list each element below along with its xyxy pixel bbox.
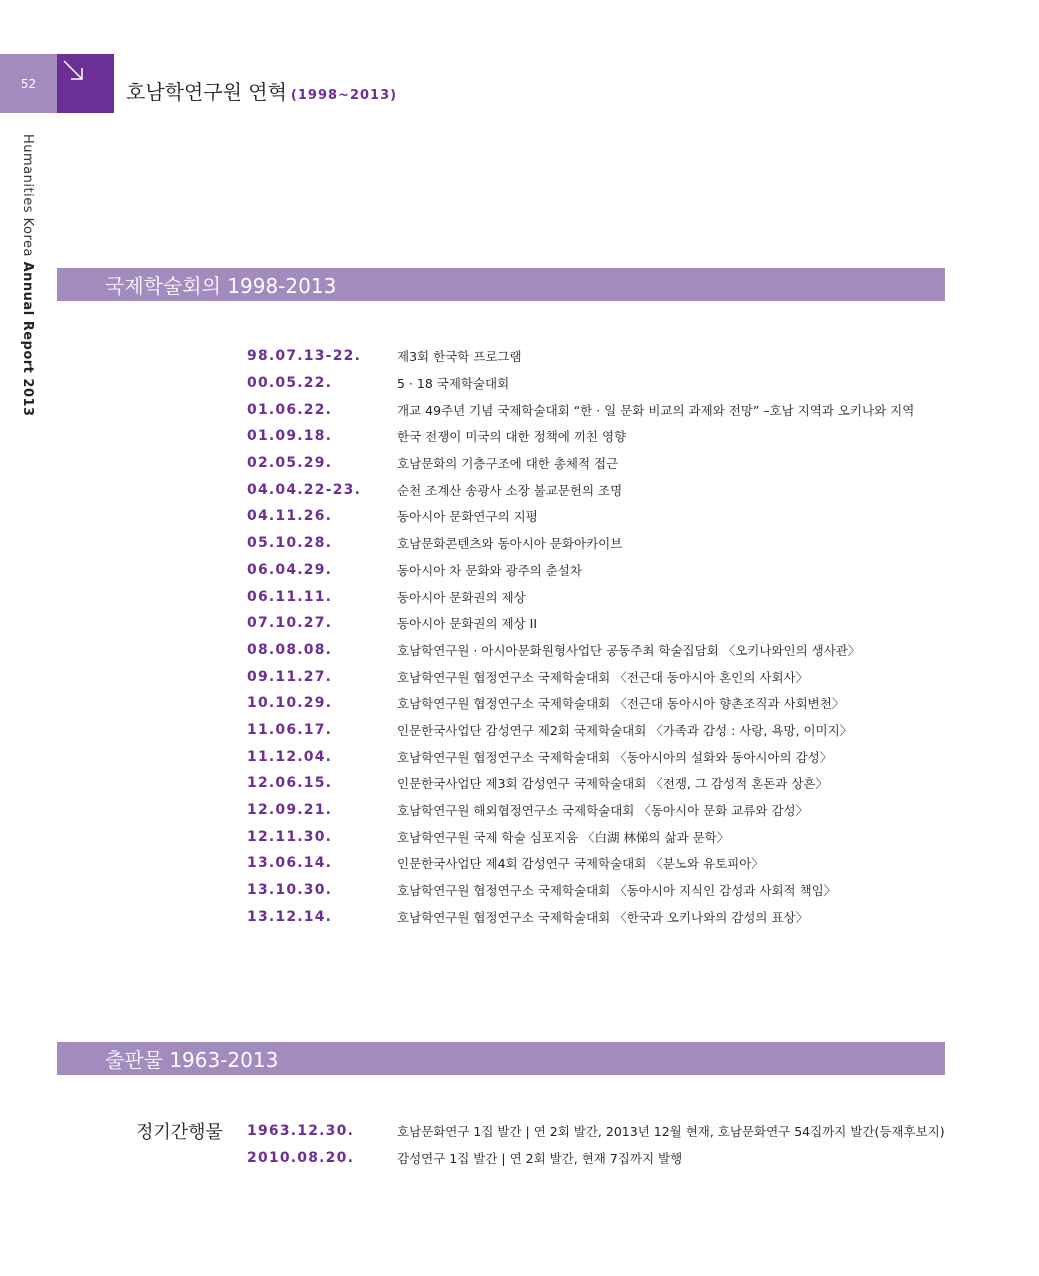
side-running-title xyxy=(20,134,35,417)
item-description: 호남학연구원 협정연구소 국제학술대회 〈전근대 동아시아 혼인의 사회사〉 xyxy=(397,669,809,685)
item-date: 06.11.11. xyxy=(247,588,333,605)
item-date: 00.05.22. xyxy=(247,375,333,392)
list-item xyxy=(247,423,937,450)
item-description: 호남학연구원 협정연구소 국제학술대회 〈전근대 동아시아 향촌조직과 사회변천〉 xyxy=(397,696,845,712)
section-header-publications: 출판물 1963-2013 xyxy=(57,1042,945,1075)
list-item xyxy=(247,663,937,690)
list-item xyxy=(247,343,937,370)
publication-list xyxy=(247,1118,945,1171)
item-description: 5 · 18 국제학술대회 xyxy=(397,376,510,392)
item-description: 호남학연구원 · 아시아문화원형사업단 공동주최 학술집담회 〈오키나와인의 생사관〉 xyxy=(397,642,861,658)
section-header-conferences: 국제학술회의 1998-2013 xyxy=(57,268,945,301)
item-date: 02.05.29. xyxy=(247,455,333,472)
item-description: 호남학연구원 협정연구소 국제학술대회 〈동아시아 지식인 감성과 사회적 책임〉 xyxy=(397,883,837,899)
item-description: 인문한국사업단 제4회 감성연구 국제학술대회 〈분노와 유토피아〉 xyxy=(397,856,764,872)
side-title-prefix: Humanities Korea xyxy=(20,134,35,262)
item-description: 호남문화콘텐츠와 동아시아 문화아카이브 xyxy=(397,536,623,552)
list-item xyxy=(247,850,937,877)
list-item xyxy=(247,903,937,930)
item-date: 01.06.22. xyxy=(247,401,333,418)
conference-list xyxy=(247,343,937,930)
list-item xyxy=(247,743,937,770)
list-item xyxy=(247,823,937,850)
page-title xyxy=(126,76,397,105)
publication-category: 정기간행물 xyxy=(136,1122,223,1143)
list-item xyxy=(247,1145,937,1172)
item-date: 09.11.27. xyxy=(247,668,333,685)
item-description: 동아시아 문화연구의 지평 xyxy=(397,509,538,525)
item-date: 05.10.28. xyxy=(247,535,333,552)
item-date: 01.09.18. xyxy=(247,428,333,445)
page-title-text: 호남학연구원 연혁 xyxy=(126,80,287,104)
item-description: 호남문화의 기층구조에 대한 총체적 접근 xyxy=(397,456,619,472)
side-title-bold: Annual Report 2013 xyxy=(20,261,35,417)
list-item xyxy=(247,690,937,717)
list-item xyxy=(247,557,937,584)
list-item xyxy=(247,530,937,557)
list-item xyxy=(247,1118,945,1145)
page-number: 52 xyxy=(0,54,57,113)
item-date: 11.06.17. xyxy=(247,721,333,738)
list-item xyxy=(247,370,937,397)
item-date: 13.10.30. xyxy=(247,882,333,899)
list-item xyxy=(247,476,937,503)
item-date: 04.11.26. xyxy=(247,508,333,525)
item-description: 한국 전쟁이 미국의 대한 정책에 끼친 영향 xyxy=(397,429,627,445)
list-item xyxy=(247,450,937,477)
item-date: 1963.12.30. xyxy=(247,1123,355,1140)
item-description: 동아시아 차 문화와 광주의 춘설차 xyxy=(397,562,582,578)
item-date: 07.10.27. xyxy=(247,615,333,632)
list-item xyxy=(247,503,937,530)
item-date: 12.11.30. xyxy=(247,828,333,845)
item-date: 13.12.14. xyxy=(247,908,333,925)
item-description: 호남학연구원 국제 학술 심포지움 〈白湖 林悌의 삶과 문학〉 xyxy=(397,829,730,845)
list-item xyxy=(247,396,937,423)
item-description: 동아시아 문화권의 제상 xyxy=(397,589,526,605)
item-description: 호남학연구원 협정연구소 국제학술대회 〈한국과 오키나와의 감성의 표상〉 xyxy=(397,909,809,925)
list-item xyxy=(247,637,937,664)
item-description: 감성연구 1집 발간 | 연 2회 발간, 현재 7집까지 발행 xyxy=(397,1151,683,1167)
list-item xyxy=(247,717,937,744)
item-description: 동아시아 문화권의 제상 II xyxy=(397,616,538,632)
item-description: 인문한국사업단 감성연구 제2회 국제학술대회 〈가족과 감성 : 사랑, 욕망, 이미지〉 xyxy=(397,722,853,738)
list-item xyxy=(247,583,937,610)
item-date: 12.06.15. xyxy=(247,775,333,792)
item-description: 호남문화연구 1집 발간 | 연 2회 발간, 2013년 12월 현재, 호남문화연구 54집까지 발간(등재후보지) xyxy=(397,1124,945,1140)
item-date: 10.10.29. xyxy=(247,695,333,712)
item-date: 11.12.04. xyxy=(247,748,333,765)
item-description: 인문한국사업단 제3회 감성연구 국제학술대회 〈전쟁, 그 감성적 혼돈과 상흔〉 xyxy=(397,776,828,792)
list-item xyxy=(247,797,937,824)
list-item xyxy=(247,610,937,637)
item-description: 제3회 한국학 프로그램 xyxy=(397,349,522,365)
item-date: 08.08.08. xyxy=(247,641,333,658)
list-item xyxy=(247,877,937,904)
list-item xyxy=(247,770,937,797)
item-date: 06.04.29. xyxy=(247,561,333,578)
item-description: 호남학연구원 협정연구소 국제학술대회 〈동아시아의 설화와 동아시아의 감성〉 xyxy=(397,749,833,765)
page-title-range: (1998~2013) xyxy=(290,88,398,103)
item-description: 순천 조계산 송광사 소장 불교문헌의 조명 xyxy=(397,482,623,498)
item-description: 호남학연구원 해외협정연구소 국제학술대회 〈동아시아 문화 교류와 감성〉 xyxy=(397,803,809,819)
item-date: 98.07.13-22. xyxy=(247,348,362,365)
arrow-icon xyxy=(57,54,114,113)
item-date: 12.09.21. xyxy=(247,802,333,819)
item-date: 13.06.14. xyxy=(247,855,333,872)
item-date: 04.04.22-23. xyxy=(247,481,362,498)
item-date: 2010.08.20. xyxy=(247,1150,355,1167)
item-description: 개교 49주년 기념 국제학술대회 “한 · 일 문화 비교의 과제와 전망” –호남 지역과 오키나와 지역 xyxy=(397,402,915,418)
